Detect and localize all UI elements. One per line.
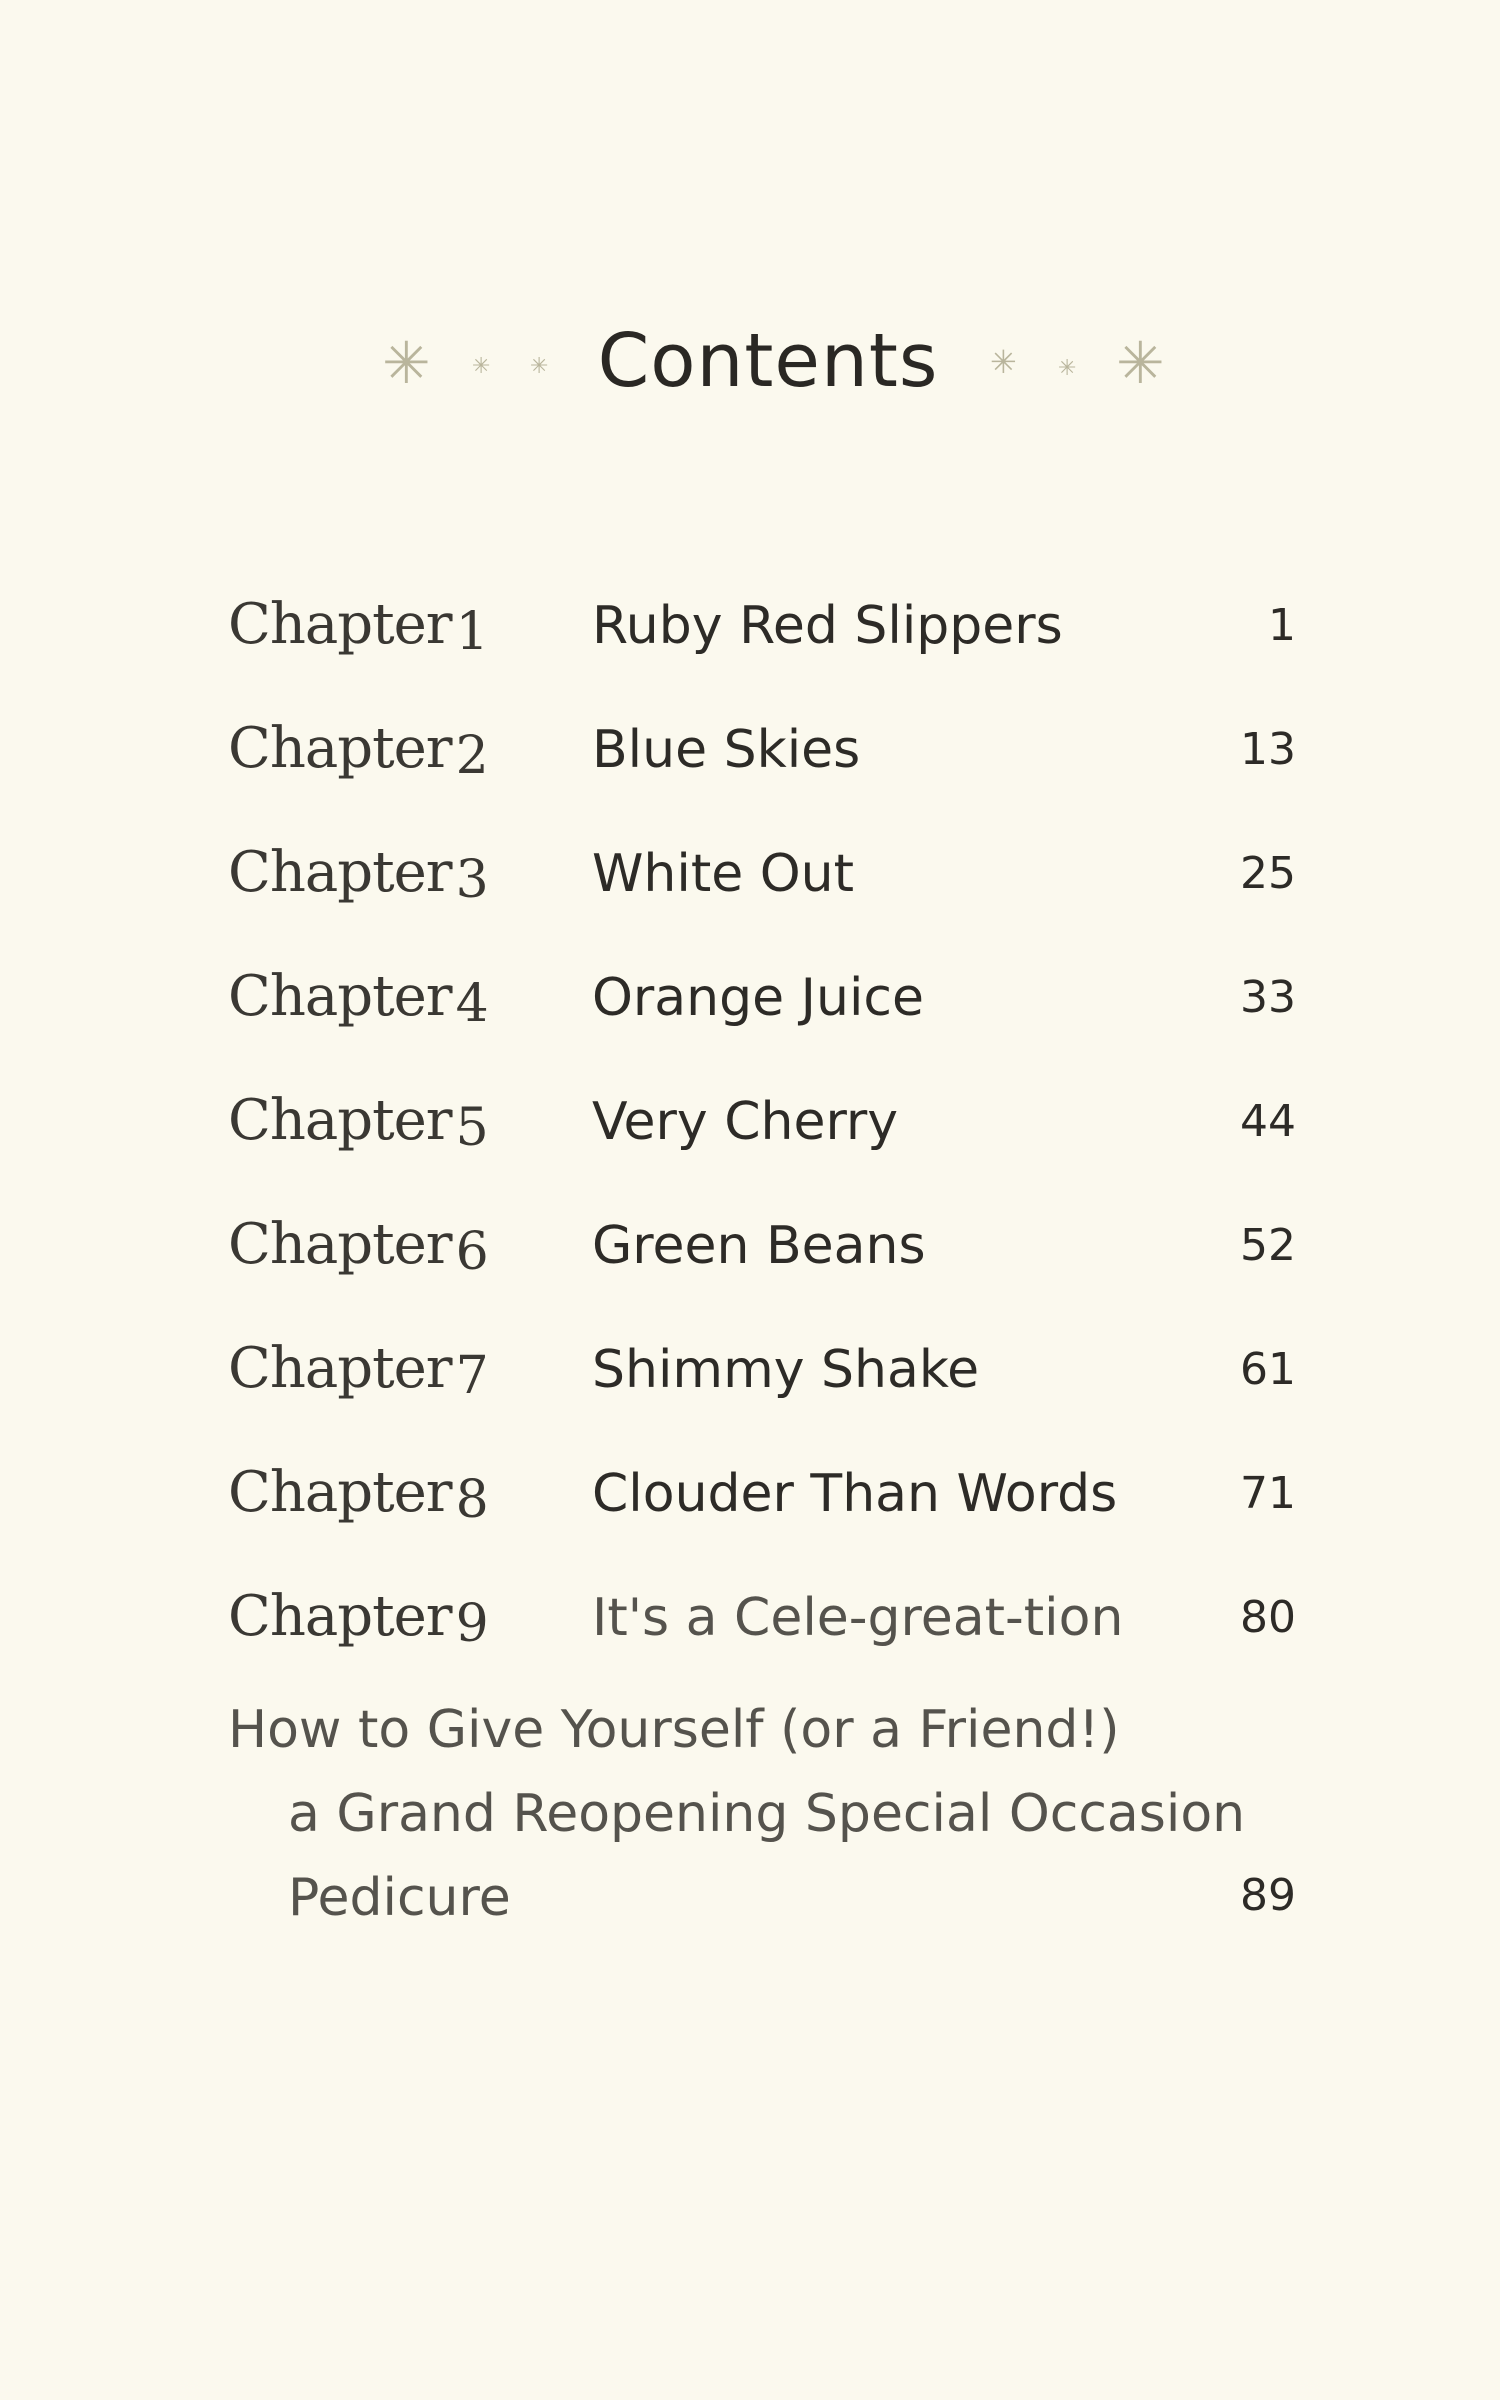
toc-row-chapter-1[interactable] [0, 592, 1500, 692]
toc-row-chapter-7[interactable] [0, 1336, 1500, 1436]
chapter-title: Blue Skies [592, 720, 861, 780]
page-number: 80 [1240, 1592, 1296, 1643]
chapter-label: Chapter7 [228, 1336, 488, 1406]
chapter-label: Chapter5 [228, 1088, 488, 1158]
page-number: 61 [1240, 1344, 1296, 1395]
page-number: 25 [1240, 848, 1296, 899]
page-number: 13 [1240, 724, 1296, 775]
toc-row-chapter-4[interactable] [0, 964, 1500, 1064]
page-title: Contents [597, 318, 939, 404]
star-ornament-icon: ✳ [382, 329, 431, 397]
toc-row-chapter-8[interactable] [0, 1460, 1500, 1560]
title-row [0, 300, 1500, 430]
chapter-label: Chapter1 [228, 592, 488, 662]
chapter-title: Clouder Than Words [592, 1464, 1118, 1524]
chapter-title: Green Beans [592, 1216, 926, 1276]
toc-row-chapter-6[interactable] [0, 1212, 1500, 1312]
page-number: 33 [1240, 972, 1296, 1023]
toc-row-chapter-5[interactable] [0, 1088, 1500, 1188]
toc-extra-entry[interactable] [228, 1688, 1328, 1940]
chapter-title: Very Cherry [592, 1092, 899, 1152]
chapter-label: Chapter4 [228, 964, 488, 1034]
extra-title-line-1: How to Give Yourself (or a Friend!) [228, 1700, 1120, 1760]
star-ornament-icon: ✳ [1116, 329, 1165, 397]
toc-row-chapter-2[interactable] [0, 716, 1500, 816]
chapter-title: White Out [592, 844, 855, 904]
dot-ornament-icon: ✳ [1058, 356, 1077, 381]
star-ornament-icon: ✳ [990, 343, 1017, 381]
extra-title-line-2: a Grand Reopening Special Occasion [288, 1784, 1246, 1844]
chapter-title: It's a Cele-great-tion [592, 1588, 1124, 1648]
page-number: 44 [1240, 1096, 1296, 1147]
chapter-title: Shimmy Shake [592, 1340, 980, 1400]
page-number: 89 [1240, 1870, 1296, 1921]
toc-row-chapter-3[interactable] [0, 840, 1500, 940]
dot-ornament-icon: ✳ [472, 354, 491, 379]
page-number: 52 [1240, 1220, 1296, 1271]
page-number: 1 [1268, 600, 1296, 651]
dot-ornament-icon: ✳ [530, 354, 549, 379]
chapter-title: Ruby Red Slippers [592, 596, 1063, 656]
chapter-label: Chapter2 [228, 716, 488, 786]
extra-title-line-3: Pedicure [288, 1868, 511, 1928]
toc-row-chapter-9[interactable] [0, 1584, 1500, 1684]
page-number: 71 [1240, 1468, 1296, 1519]
chapter-label: Chapter3 [228, 840, 488, 910]
chapter-title: Orange Juice [592, 968, 924, 1028]
chapter-label: Chapter8 [228, 1460, 488, 1530]
chapter-label: Chapter6 [228, 1212, 488, 1282]
chapter-label: Chapter9 [228, 1584, 488, 1654]
